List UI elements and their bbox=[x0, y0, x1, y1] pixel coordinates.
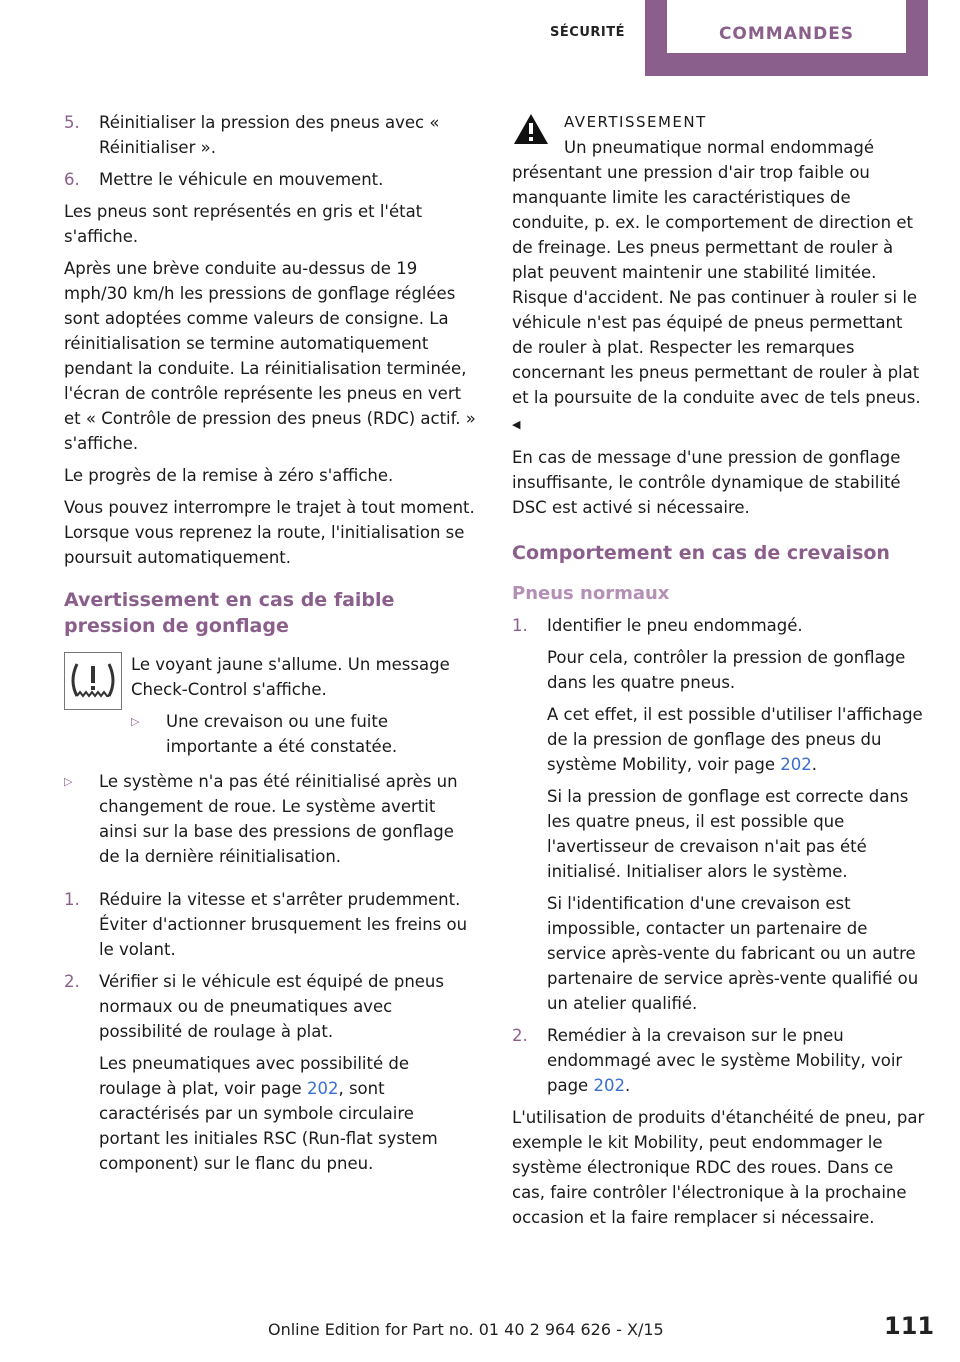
text-segment: Les pneumatiques avec possibilité de roulage à plat, voir page bbox=[99, 1054, 410, 1098]
subsection-heading: Pneus normaux bbox=[512, 583, 670, 604]
list-item bbox=[64, 969, 476, 1176]
list-number: 6. bbox=[64, 170, 80, 189]
list-number: 2. bbox=[512, 1026, 528, 1045]
paragraph: Après une brève conduite au-dessus de 19 mph/30 km/h les pressions de gonflage réglées sont adoptées comme valeurs de consigne. La réinitialisation se termine automatiquement pendant la conduite. La réinitialisation terminée, l'écran de contrôle représente les pneus en vert et « Contrôle de pression des pneus (RDC) actif. » s'affiche. bbox=[64, 259, 476, 453]
list-subtext: Pour cela, contrôler la pression de gonflage dans les quatre pneus. bbox=[547, 648, 906, 692]
text-segment: . bbox=[624, 1076, 631, 1095]
right-column bbox=[512, 110, 926, 1237]
tab-securite-label: SÉCURITÉ bbox=[550, 25, 625, 40]
list-text: Vérifier si le véhicule est équipé de pneus normaux ou de pneumatiques avec possibilité de roulage à plat. bbox=[99, 972, 444, 1041]
list-subtext bbox=[99, 1051, 476, 1176]
tab-securite[interactable] bbox=[530, 0, 645, 76]
list-subtext bbox=[547, 702, 926, 777]
warning-title: AVERTISSEMENT bbox=[564, 113, 707, 131]
tab-commandes-inner bbox=[667, 0, 906, 53]
list-item bbox=[512, 613, 926, 1016]
paragraph: En cas de message d'une pression de gonflage insuffisante, le contrôle dynamique de stabilité DSC est activé si nécessaire. bbox=[512, 448, 901, 517]
list-text: Une crevaison ou une fuite importante a été constatée. bbox=[166, 712, 398, 756]
page-link[interactable]: 202 bbox=[306, 1079, 339, 1098]
list-text: Le système n'a pas été réinitialisé après un changement de roue. Le système avertit ainsi sur la base des pressions de gonflage de la dernière réinitialisation. bbox=[99, 772, 458, 866]
end-mark-icon: ◀ bbox=[512, 418, 521, 431]
warning-indicator-block bbox=[64, 652, 476, 759]
section-heading: Comportement en cas de crevaison bbox=[512, 542, 890, 564]
paragraph: Les pneus sont représentés en gris et l'état s'affiche. bbox=[64, 202, 423, 246]
warning-body bbox=[512, 135, 926, 437]
left-column bbox=[64, 110, 476, 1183]
warning-text: Le voyant jaune s'allume. Un message Check-Control s'affiche. bbox=[131, 655, 450, 699]
tire-pressure-warning-icon bbox=[64, 652, 122, 710]
list-text: Identifier le pneu endommagé. bbox=[547, 616, 803, 635]
list-item bbox=[64, 769, 476, 869]
list-number: 1. bbox=[64, 890, 80, 909]
list-number: 2. bbox=[64, 972, 80, 991]
list-item bbox=[64, 167, 476, 192]
page-link[interactable]: 202 bbox=[593, 1076, 625, 1095]
paragraph: Le progrès de la remise à zéro s'affiche. bbox=[64, 466, 394, 485]
list-item bbox=[64, 110, 476, 160]
text-segment: A cet effet, il est possible d'utiliser l'affichage de la pression de gonflage des pneus du système Mobility, voir page bbox=[547, 705, 923, 774]
list-text: Réduire la vitesse et s'arrêter prudemment. Éviter d'actionner brusquement les freins ou le volant. bbox=[99, 890, 468, 959]
footer-edition: Online Edition for Part no. 01 40 2 964 626 - X/15 bbox=[268, 1320, 664, 1339]
text-segment: . bbox=[811, 755, 818, 774]
list-number: 1. bbox=[512, 616, 528, 635]
list-text bbox=[547, 1023, 926, 1098]
section-heading: Avertissement en cas de faible pression de gonflage bbox=[64, 589, 395, 637]
bullet-triangle-icon: ▷ bbox=[131, 715, 140, 728]
page-link[interactable]: 202 bbox=[780, 755, 812, 774]
list-number: 5. bbox=[64, 113, 80, 132]
list-item bbox=[64, 887, 476, 962]
warning-text: Un pneumatique normal endommagé présentant une pression d'air trop faible ou manquante limite les caractéristiques de conduite, p. ex. le comportement de direction et de freinage. Les pneus permettant de rouler à plat peuvent maintenir une stabilité limitée. Risque d'accident. Ne pas continuer à rouler si le véhicule n'est pas équipé de pneus permettant de rouler à plat. Respecter les remarques concernant les pneus permettant de rouler à plat et la poursuite de la conduite avec de tels pneus. bbox=[512, 138, 921, 407]
warning-box bbox=[512, 110, 926, 437]
list-text: Réinitialiser la pression des pneus avec « Réinitialiser ». bbox=[99, 113, 440, 157]
list-subtext: Si la pression de gonflage est correcte dans les quatre pneus, il est possible que l'avertisseur de crevaison n'ait pas été initialisé. Initialiser alors le système. bbox=[547, 787, 909, 881]
text-segment: , sont caractérisés par un symbole circulaire portant les initiales RSC (Run-flat system component) sur le flanc du pneu. bbox=[99, 1079, 438, 1173]
text-segment: Remédier à la crevaison sur le pneu endommagé avec le système Mobility, voir page bbox=[547, 1026, 903, 1095]
list-item bbox=[512, 1023, 926, 1098]
tab-commandes-label: COMMANDES bbox=[718, 24, 855, 44]
list-text: Mettre le véhicule en mouvement. bbox=[99, 170, 384, 189]
paragraph: L'utilisation de produits d'étanchéité de pneu, par exemple le kit Mobility, peut endommager le système électronique RDC des roues. Dans ce cas, faire contrôler l'électronique à la prochaine occasion et la faire remplacer si nécessaire. bbox=[512, 1108, 925, 1227]
bullet-triangle-icon: ▷ bbox=[64, 775, 73, 788]
paragraph: Vous pouvez interrompre le trajet à tout moment. Lorsque vous reprenez la route, l'initialisation se poursuit automatiquement. bbox=[64, 498, 475, 567]
page-number: 111 bbox=[884, 1312, 935, 1340]
tab-commandes[interactable] bbox=[645, 0, 928, 76]
list-item bbox=[131, 709, 476, 759]
list-subtext: Si l'identification d'une crevaison est impossible, contacter un partenaire de service après-vente du fabricant ou un autre partenaire de service après-vente qualifié ou un atelier qualifié. bbox=[547, 894, 919, 1013]
warning-triangle-icon bbox=[512, 112, 550, 146]
